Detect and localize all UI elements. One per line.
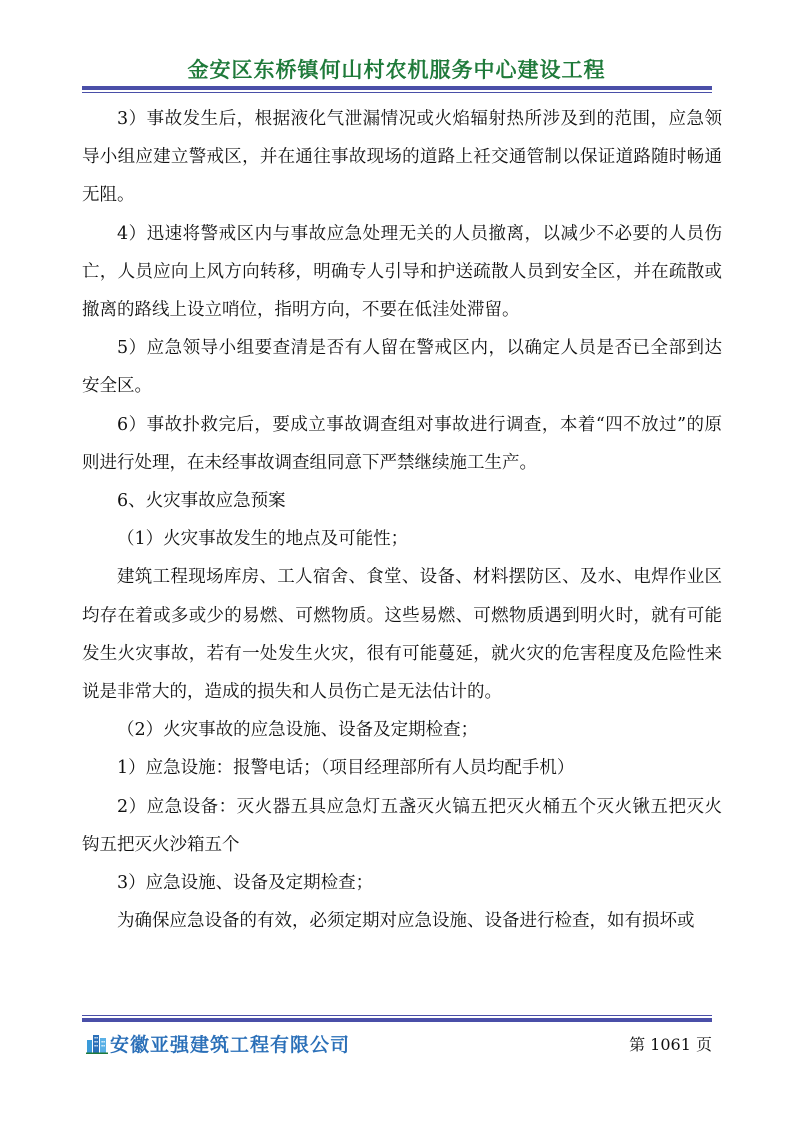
- paragraph-8: 3）应急设施、设备及定期检查；: [117, 873, 374, 894]
- header-divider: [82, 86, 712, 93]
- page-footer: [82, 1030, 712, 1060]
- subheading-1: （1）火灾事故发生的地点及可能性；: [117, 529, 409, 550]
- document-body: [82, 100, 722, 940]
- subheading-2: （2）火灾事故的应急设施、设备及定期检查；: [117, 720, 479, 741]
- page-number: 第 1061 页: [629, 1035, 712, 1054]
- paragraph-5: 建筑工程现场库房、工人宿舍、食堂、设备、材料摆防区、及水、电焊作业区均存在着或多或少的易燃、可燃物质。这些易燃、可燃物质遇到明火时，就有可能发生火灾事故，若有一处发生火灾，很有可能蔓延，就火灾的危害程度及危险性来说是非常大的，造成的损失和人员伤亡是无法估计的。: [82, 567, 722, 703]
- paragraph-2: 4）迅速将警戒区内与事故应急处理无关的人员撤离，以减少不必要的人员伤亡，人员应向上风方向转移，明确专人引导和护送疏散人员到安全区，并在疏散或撤离的路线上设立哨位，指明方向，不要在低洼处滞留。: [82, 223, 722, 321]
- footer-divider: [82, 1015, 712, 1022]
- paragraph-4: 6）事故扑救完后，要成立事故调查组对事故进行调查，本着“四不放过”的原则进行处理，在未经事故调查组同意下严禁继续施工生产。: [82, 414, 722, 473]
- building-logo-icon: [86, 1032, 108, 1054]
- paragraph-7: 2）应急设备：灭火器五具应急灯五盏灭火镐五把灭火桶五个灭火锹五把灭火钩五把灭火沙箱五个: [82, 796, 722, 855]
- paragraph-3: 5）应急领导小组要查清是否有人留在警戒区内，以确定人员是否已全部到达安全区。: [82, 338, 722, 397]
- paragraph-9: 为确保应急设备的有效，必须定期对应急设施、设备进行检查，如有损坏或: [117, 911, 695, 932]
- document-title: 金安区东桥镇何山村农机服务中心建设工程: [187, 58, 606, 82]
- paragraph-6: 1）应急设施：报警电话；（项目经理部所有人员均配手机）: [117, 758, 575, 779]
- paragraph-1: 3）事故发生后，根据液化气泄漏情况或火焰辐射热所涉及到的范围，应急领导小组应建立警戒区，并在通往事故现场的道路上衽交通管制以保证道路随时畅通无阻。: [82, 109, 722, 206]
- company-name: 安徽亚强建筑工程有限公司: [110, 1034, 351, 1056]
- section-heading: 6、火灾事故应急预案: [117, 491, 286, 512]
